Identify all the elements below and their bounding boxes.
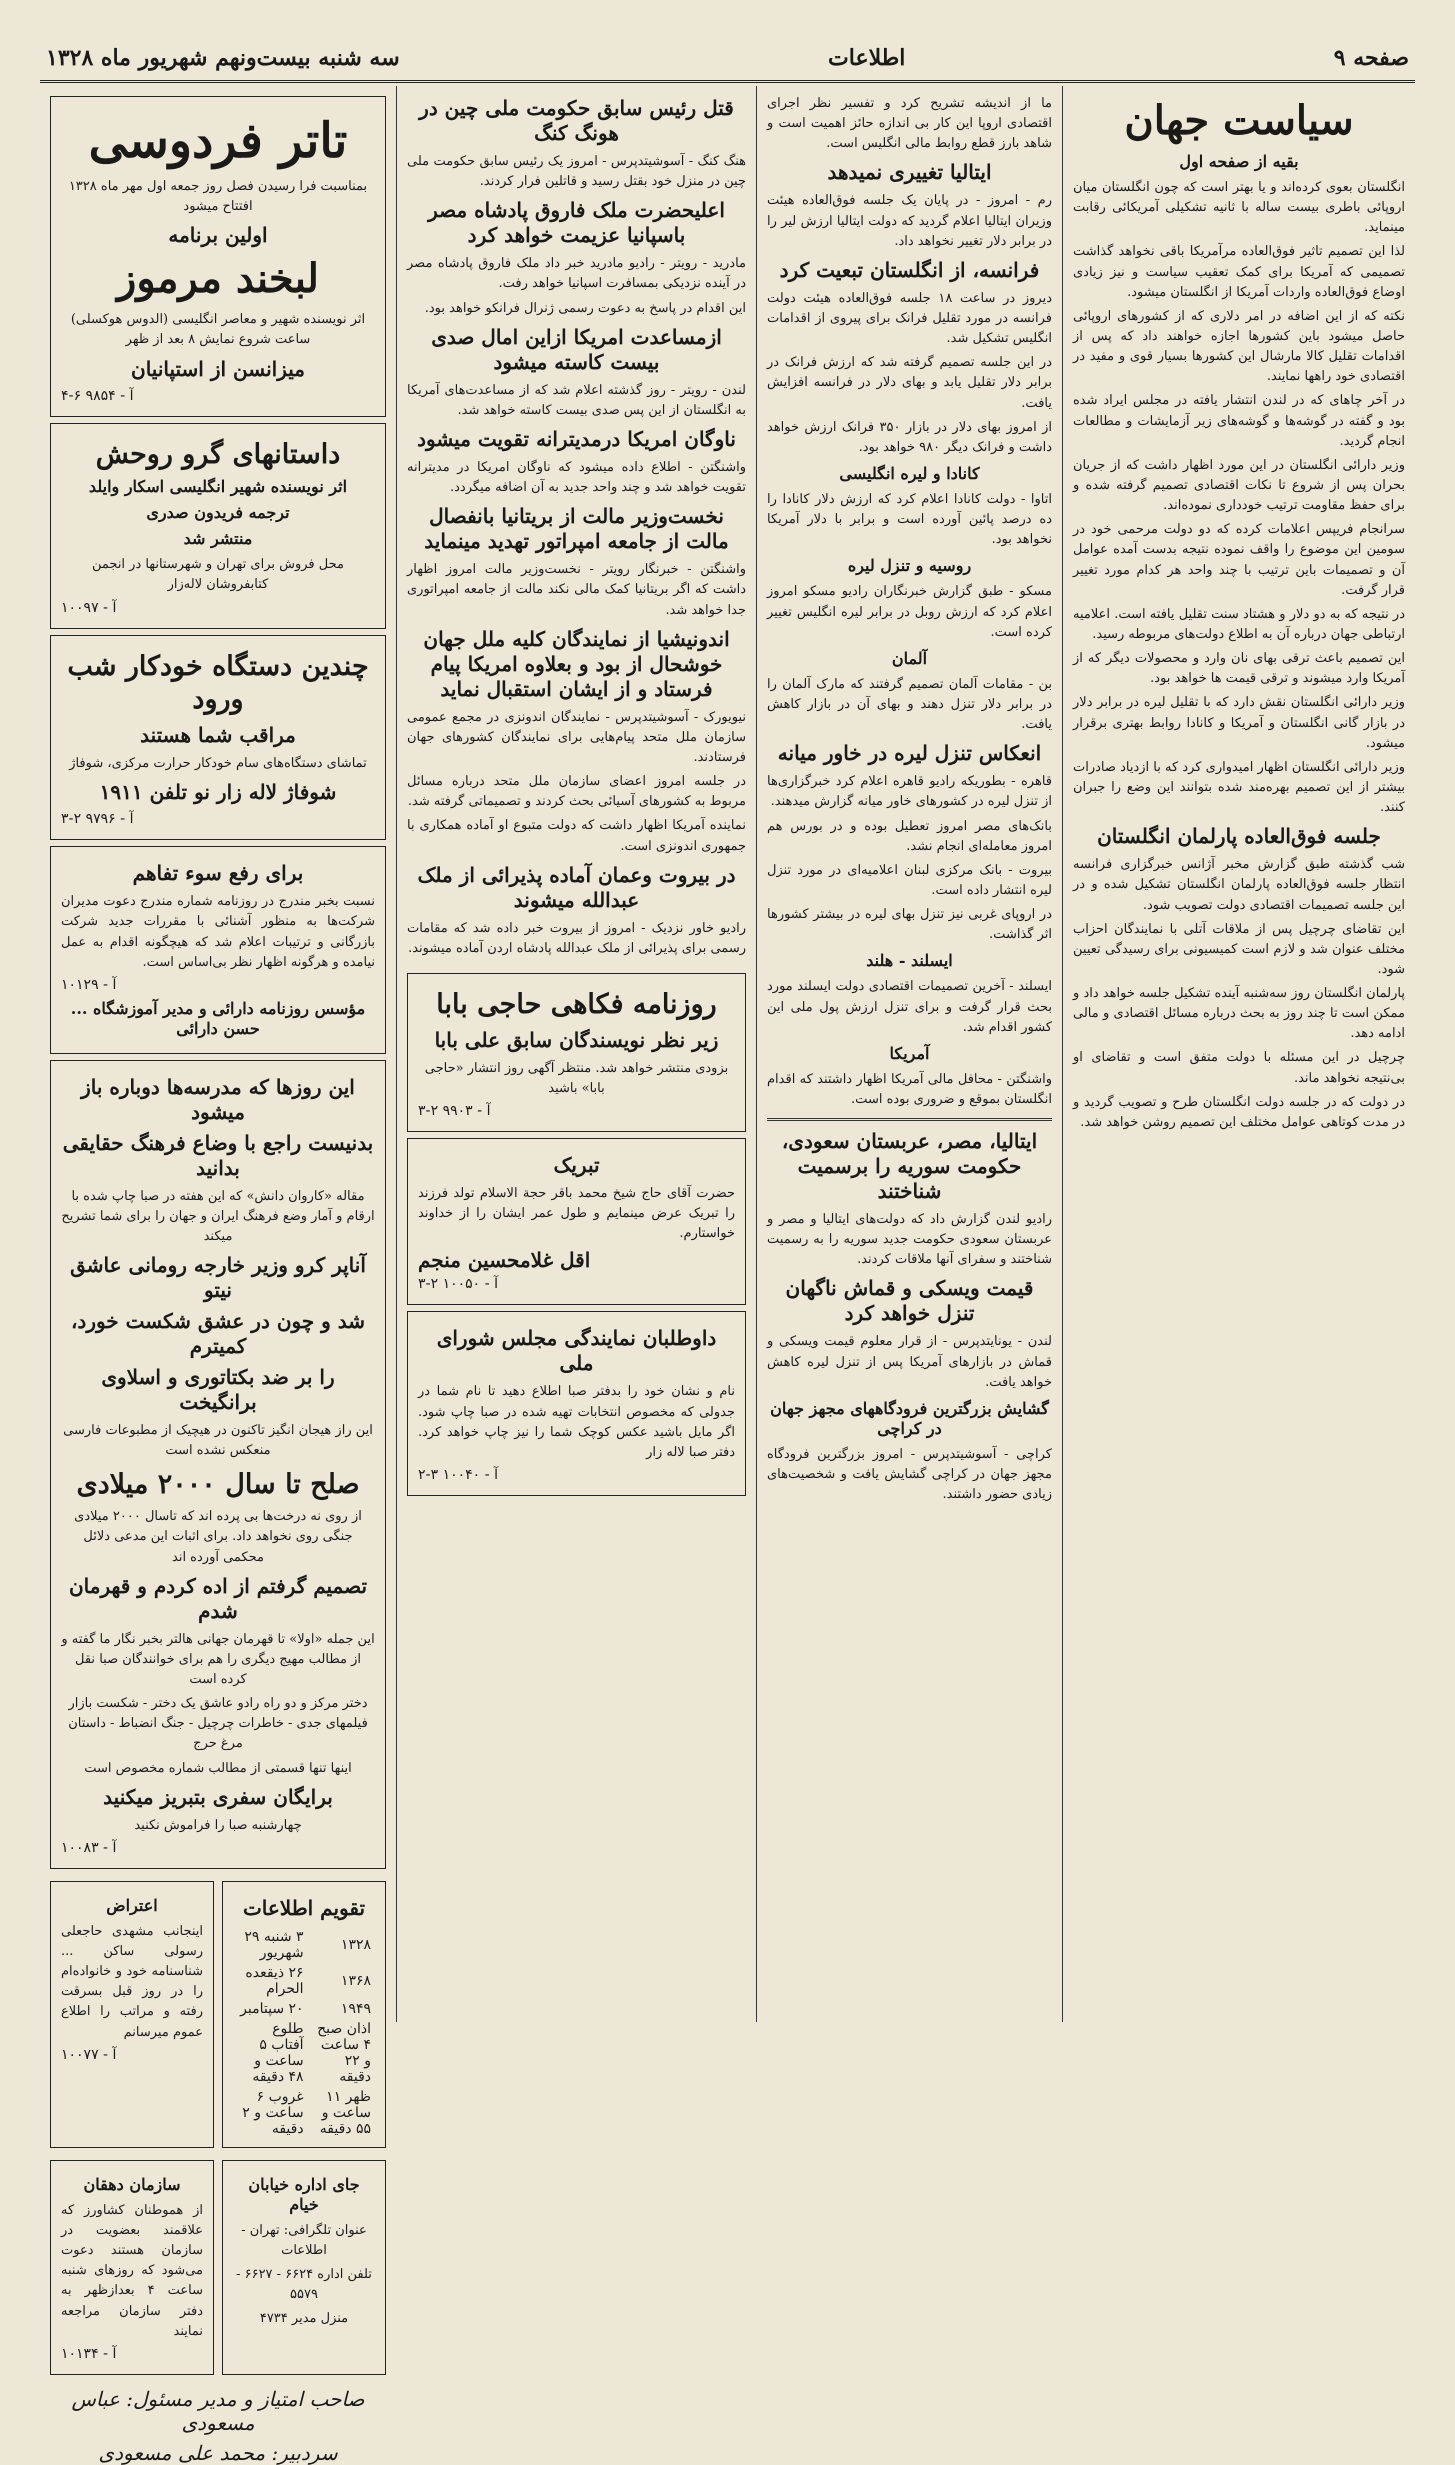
congratulations-notice: [407, 1138, 746, 1305]
calendar-cell: ۱۳۲۸: [340, 1936, 371, 1953]
article-paragraph: بانک‌های مصر امروز تعطیل بوده و در بورس هم امروز معامله‌ای انجام نشد.: [767, 818, 1052, 854]
address-phone: تلفن اداره ۶۶۲۴ - ۶۶۲۷ - ۵۵۷۹: [236, 2267, 372, 2303]
congratulations-signature: اقل غلامحسین منجم: [418, 1248, 591, 1273]
farmers-organization: [50, 2160, 214, 2375]
calendar-row: [233, 2019, 375, 2087]
article-paragraph: واشنگتن - خبرنگار رویتر - نخست‌وزیر مالت امروز اظهار داشت که اگر بریتانیا کمک مالی نکند مالت از جامعه امپراتوری جدا خواهد شد.: [407, 562, 746, 618]
theater-first-program: اولین برنامه: [168, 223, 268, 248]
article-paragraph: رم - امروز - در پایان یک جلسه فوق‌العاده هیئت وزیران ایتالیا اعلام گردید که دولت ایتالیا ارزش لیر را در برابر دلار تغییر نخواهد داد.: [767, 193, 1052, 249]
magazine-text: اینها تنها قسمتی از مطالب شماره مخصوص است: [84, 1760, 352, 1776]
ad-haji-baba-text: بزودی منتشر خواهد شد. منتظر آگهی روز انتشار «حاجی بابا» باشید: [424, 1060, 729, 1096]
headline-iceland: ایسلند - هلند: [866, 951, 953, 971]
magazine-text: این راز هیجان انگیز تاکنون در هیچیک از مطبوعات فارسی منعکس نشده است: [63, 1423, 373, 1459]
column-advertisements: [40, 86, 396, 2465]
theater-play-name: لبخند مرموز: [117, 255, 319, 303]
ad-code: آ - ۹۸۵۴ ۶-۴: [61, 387, 134, 404]
article-paragraph: اتاوا - دولت کانادا اعلام کرد که ارزش دلار کانادا را ده درصد پائین آورده است و برابر با دلار آمریکا نخواهد بود.: [767, 491, 1052, 548]
headline-fleet: ناوگان امریکا درمدیترانه تقویت میشود: [417, 426, 736, 451]
headline-canada: کانادا و لیره انگلیسی: [839, 463, 980, 483]
owner-signature: صاحب امتیاز و مدیر مسئول: عباس مسعودی: [71, 2386, 365, 2435]
article-paragraph: پارلمان انگلستان روز سه‌شنبه آینده تشکیل جلسه خواهد داد و ممکن است تا چند روز به بحث درباره مسائل اقتصادی و مالی ادامه دهد.: [1073, 986, 1405, 1042]
ad-haji-baba: [407, 973, 746, 1132]
article-paragraph: بن - مقامات آلمان تصمیم گرفتند که مارک آلمان را در برابر دلار تنزل دهند و بهای آن در بازار کاهش یافت.: [767, 676, 1052, 733]
headline-syria: ایتالیا، مصر، عربستان سعودی، حکومت سوریه را برسمیت شناختند: [781, 1129, 1038, 1204]
book-published: منتشر شد: [183, 529, 253, 549]
theater-intro: بمناسبت فرا رسیدن فصل روز جمعه اول مهر ماه ۱۳۲۸ افتتاح میشود: [68, 179, 368, 215]
headline-russia: روسیه و تنزل لیره: [847, 556, 972, 576]
article-paragraph: واشنگتن - اطلاع داده میشود که ناوگان امریکا در مدیترانه تقویت خواهد شد و چند واحد جدید به آن اضافه میگردد.: [407, 459, 746, 496]
calendar-table: [233, 1927, 375, 2139]
headline-france: فرانسه، از انگلستان تبعیت کرد: [779, 257, 1040, 282]
article-paragraph: رادیو لندن گزارش داد که دولت‌های ایتالیا و مصر و عربستان سعودی حکومت جدید سوریه را به رسمیت شناختند و سفرای آنها ملاقات کردند.: [767, 1212, 1052, 1268]
device-text: تماشای دستگاه‌های سام خودکار حرارت مرکزی، شوفاژ: [69, 756, 367, 772]
notice-owner: [50, 1881, 214, 2148]
article-paragraph: از امروز بهای دلار در بازار ۳۵۰ فرانک ارزش خواهد داشت و فرانک دیگر ۹۸۰ خواهد بود.: [767, 419, 1053, 455]
article-paragraph: لذا این تصمیم تاثیر فوق‌العاده مرآمریکا باقی نخواهد گذاشت تصمیمی که آمریکا برای کمک تعقیب سیاست و نیز زیادی اوضاع فوق‌العاده واردات آمریکا از انگلستان میشود.: [1073, 244, 1405, 300]
ad-book: [50, 423, 386, 629]
ad-code: آ - ۹۷۹۶ ۲-۳: [61, 811, 134, 828]
mp-candidates-text: نام و نشان خود را بدفتر صبا اطلاع دهید تا نام شما در جدولی که مخصوص انتخابات تهیه شده در صبا چاپ شود. اگر مایل باشید عکس کوچک شما را نیز چاپ خواهد کرد. دفتر صبا لاله زار: [418, 1384, 735, 1460]
article-paragraph: دیروز در ساعت ۱۸ جلسه فوق‌العاده هیئت دولت فرانسه در مورد تقلیل فرانک برای پیروی از اقدامات انگلیس تشکیل شد.: [767, 290, 1052, 347]
calendar-row: [233, 1927, 375, 1963]
calendar-cell: ۲۰ سپتامبر: [240, 2000, 304, 2017]
calendar-title: تقویم اطلاعات: [242, 1895, 366, 1920]
magazine-headline: آناپر کرو وزیر خارجه رومانی عاشق نیتو: [70, 1253, 366, 1303]
article-paragraph: سرانجام فریپس اعلامات کرده که دو دولت مرحمی خود در سومین این موضوع را واقف نموده نتیجه بدست آمده عوامل آن و تصمیمات باین ترتیب با چند واحد هر کدام مورد تغییر قرار گرفت.: [1073, 522, 1405, 598]
ad-haji-baba-subtitle: زیر نظر نویسندگان سابق علی بابا: [434, 1027, 719, 1052]
magazine-text: مقاله «کاروان دانش» که این هفته در صبا چاپ شده با ارقام و آمار وضع فرهنگ ایران و جهان را برای شما تشریح میکند: [61, 1188, 375, 1245]
theater-title: تاتر فردوسی: [88, 113, 348, 169]
congratulations-title: تبریک: [553, 1152, 600, 1177]
calendar-cell: ۳ شنبه ۲۹ شهریور: [244, 1928, 304, 1961]
magazine-headline: را بر ضد بکتاتوری و اسلاوی برانگیخت: [101, 1365, 335, 1415]
theater-director: میزانسن از استپانیان: [131, 356, 305, 381]
owner-title: اعتراض: [106, 1895, 158, 1915]
headline-hong-kong: قتل رئیس سابق حکومت ملی چین در هونگ کنگ: [419, 96, 734, 145]
ad-code: آ - ۱۰۰۷۷: [61, 2046, 117, 2063]
magazine-headline: بدنیست راجع با وضاع فرهنگ حقایقی بدانید: [62, 1130, 374, 1180]
article-paragraph: مسکو - طبق گزارش خبرنگاران رادیو مسکو امروز اعلام کرد که ارزش روبل در برابر لیره انگلیس تغییر کرده است.: [767, 584, 1052, 640]
notice-misunderstanding: [50, 846, 386, 1054]
column-international-news: [396, 86, 756, 2022]
magazine-headline: تصمیم گرفتم از اده کردم و قهرمان شدم: [68, 1573, 368, 1623]
book-sale-location: محل فروش برای تهران و شهرستانها در انجمن کتابفروشان لاله‌زار: [92, 557, 344, 593]
calendar-row: [233, 1963, 375, 1999]
article-paragraph: در آخر چاهای که در لندن انتشار یافته در مجلس ایراد شده بود و گفته در گوشه‌ها و گوشه‌های زیر آزمایشات و مطالعات انجام گردید.: [1073, 393, 1405, 449]
article-paragraph: لندن - یونایتدپرس - از قرار معلوم قیمت ویسکی و قماش در بازارهای آمریکا پس از تنزل لیره کاهش خواهد یافت.: [767, 1334, 1052, 1390]
notice-signature: مؤسس روزنامه دارائی و مدیر آموزشگاه ... حسن دارائی: [70, 998, 366, 1038]
address-text: عنوان تلگرافی: تهران - اطلاعات: [241, 2222, 367, 2258]
ad-code: آ - ۹۹۰۳ ۲-۳: [418, 1102, 491, 1119]
magazine-headline: برایگان سفری بتبریز میکنید: [103, 1784, 333, 1809]
article-paragraph: هنگ کنگ - آسوشیتدپرس - امروز یک رئیس سابق حکومت ملی چین در منزل خود بقتل رسید و قاتلین فرار کردند.: [407, 154, 746, 190]
article-paragraph: کراچی - آسوشیتدپرس - امروز بزرگترین فرودگاه مجهز جهان در کراچی گشایش یافت و شخصیت‌های زیادی حضور داشتند.: [767, 1446, 1052, 1503]
calendar-cell: ۱۳۶۸: [340, 1972, 371, 1989]
article-paragraph: نماینده آمریکا اظهار داشت که دولت متبوع او آماده همکاری با جمهوری اندونزی است.: [407, 818, 746, 854]
editor-signature: سردبیر: محمد علی مسعودی: [98, 2440, 338, 2465]
ad-heating-device: [50, 635, 386, 841]
ad-ferdowsi-theater: [50, 96, 386, 417]
magazine-headline: صلح تا سال ۲۰۰۰ میلادی: [76, 1468, 360, 1500]
notice-title: برای رفع سوء تفاهم: [132, 861, 304, 886]
magazine-text: چهارشنبه صبا را فراموش نکنید: [134, 1817, 302, 1833]
article-paragraph: در جلسه امروز اعضای سازمان ملل متحد درباره مسائل مربوط به کشورهای آسیائی بحث کردند و تصمیماتی گرفته شد.: [407, 774, 746, 810]
device-title: چندین دستگاه خودکار شب ورود: [67, 650, 369, 716]
calendar-cell: ۱۹۴۹: [340, 2000, 371, 2017]
article-paragraph: انگلستان بعوی کرده‌اند و یا بهتر است که چون انگلستان میان اروپائی باطری بیست ساله با ثانیه تشکیلی آمریکائی رقابت مینماید.: [1073, 180, 1405, 236]
newspaper-name: اطلاعات: [828, 45, 906, 71]
notice-text: نسبت بخبر مندرج در روزنامه شماره مندرج دعوت مدیران شرکت‌ها به منظور آشنائی با مقررات جدید شرکت بازرگانی و ترتیبات اعلام شد که هیچگونه اقدام به عمل نیامده و هرگونه اظهار نظر بی‌اساس است.: [61, 894, 375, 970]
ad-code: آ - ۱۰۰۴۰ ۳-۲: [418, 1466, 499, 1483]
publisher-address: [222, 2160, 386, 2375]
calendar-row: [233, 2087, 375, 2139]
article-paragraph: رادیو خاور نزدیک - امروز از بیروت خبر داده شد که مقامات رسمی برای پذیرائی از ملک عبدالله پادشاه اردن آماده میشوند.: [407, 920, 746, 956]
magazine-text: این جمله «اولا» تا قهرمان جهانی هالتر بخبر نگار ما گفته و از مطالب مهیج دیگری را هم برای خوانندگان صبا نقل کرده است: [61, 1631, 375, 1687]
headline-germany: آلمان: [891, 648, 928, 668]
column-world-politics: [1062, 86, 1415, 2022]
ad-saba-magazine: [50, 1060, 386, 1869]
magazine-text: دختر مرکز و دو راه رادو عاشق یک دختر - شکست بازار فیلمهای جدی - خاطرات چرچیل - جنگ انضباط - داستان مرغ حرج: [68, 1696, 368, 1752]
article-paragraph: مادرید - رویتر - رادیو مادرید خبر داد ملک فاروق پادشاه مصر در آینده نزدیکی بمسافرت اسپانیا خواهد رفت.: [407, 256, 746, 292]
book-author: اثر نویسنده شهیر انگلیسی اسکار وایلد: [88, 477, 348, 497]
column-currency-news: [756, 86, 1062, 2022]
headline-italy: ایتالیا تغییری نمیدهد: [827, 160, 992, 185]
magazine-text: از روی نه درخت‌ها بی پرده اند که تاسال ۲۰۰۰ میلادی جنگی روی نخواهد داد. برای اثبات این مدعی دلائل محکمی آورده اند: [74, 1509, 362, 1565]
ad-code: آ - ۱۰۰۸۳: [61, 1839, 117, 1856]
article-paragraph: نکته که از این اضافه در امر دلاری که از کشورهای اروپائی حاصل میشود باین کشورها اجازه خواهند داد که پس از اقدامات تقلیل کالا مارشال این کشورها بسیار قوی و مفید در اقتصادی خود راهها نمایند.: [1073, 308, 1405, 385]
article-paragraph: چرچیل در این مسئله با دولت متفق است و تقاضای او بی‌نتیجه نخواهد ماند.: [1073, 1050, 1405, 1086]
calendar-cell: ۲۶ ذیقعده الحرام: [245, 1964, 304, 1997]
article-paragraph: وزیر دارائی انگلستان در این مورد اظهار داشت که از جریان بحران پس از شروع تا نکات اقتصادی تصمیم گرفته شده و برای حفظ مقاومت ترتیب خودداری نموده‌اند.: [1073, 457, 1405, 514]
article-paragraph: این تقاضای چرچیل پس از ملاقات آتلی با نمایندگان احزاب مختلف عنوان شد و لازم است کمیسیونی برای رسیدگی تعیین شود.: [1073, 921, 1405, 977]
headline-malta: نخست‌وزیر مالت از بریتانیا بانفصال مالت از جامعه امپراتور تهدید مینماید: [424, 504, 729, 554]
article-paragraph: در دولت که در جلسه دولت انگلستان طرح و تصویب گردید و در مدت کوتاهی عوامل مختلف این تصمیم روشن خواهد شد.: [1073, 1094, 1405, 1130]
device-subtitle: مراقب شما هستند: [140, 723, 296, 748]
calendar-cell: طلوع آفتاب ۵ ساعت و ۴۸ دقیقه: [252, 2020, 304, 2085]
article-paragraph: در اروپای غربی نیز تنزل بهای لیره در بیشتر کشورها اثر گذاشت.: [767, 907, 1052, 943]
magazine-headline: شد و چون در عشق شکست خورد، کمیترم: [70, 1309, 366, 1359]
book-translator: ترجمه فریدون صدری: [146, 503, 290, 523]
section-title-world-politics: سیاست جهان: [1124, 97, 1354, 144]
article-paragraph: ما از اندیشه تشریح کرد و تفسیر نظر اجرای اقتصادی اروپا این کار بی اندازه حائز اهمیت است و شاهد بارز قطع روابط مالی انگلیس است.: [767, 96, 1052, 152]
page-number: صفحه ۹: [1333, 45, 1409, 71]
issue-date: سه شنبه بیست‌ونهم شهریور ماه ۱۳۲۸: [46, 45, 400, 71]
device-shop: شوفاژ لاله زار نو تلفن ۱۹۱۱: [99, 780, 337, 805]
masthead: [40, 36, 1415, 83]
headline-indonesia: اندونیشیا از نمایندگان کلیه ملل جهان خوشحال از بود و بعلاوه امریکا پیام فرستاد و از ایشان استقبال نماید: [423, 626, 730, 701]
calendar-cell: ظهر ۱۱ ساعت و ۵۵ دقیقه: [319, 2088, 371, 2137]
article-paragraph: وزیر دارائی انگلستان نقش دارد که با تقلیل لیره در برابر دلار در بازار گانی انگلستان و آمریکا و کانادا روابط بهتری برقرار میشود.: [1073, 695, 1405, 751]
ad-code: آ - ۱۰۱۳۴: [61, 2345, 117, 2362]
headline-parliament: جلسه فوق‌العاده پارلمان انگلستان: [1097, 824, 1381, 849]
headline-america: آمریکا: [889, 1043, 930, 1063]
mp-candidates-title: داوطلبان نمایندگی مجلس شورای ملی: [436, 1326, 717, 1376]
congratulations-text: حضرت آقای حاج شیخ محمد باقر حجة الاسلام تولد فرزند را تبریک عرض مینمایم و طول عمر ایشان را از خداوند خواستارم.: [418, 1185, 735, 1242]
magazine-headline: این روزها که مدرسه‌ها دوباره باز میشود: [81, 1074, 355, 1124]
ad-code: آ - ۱۰۰۵۰ ۲-۳: [418, 1276, 499, 1293]
article-paragraph: بیروت - بانک مرکزی لبنان اعلامیه‌ای در مورد تنزل لیره انتشار داده است.: [767, 862, 1052, 898]
article-paragraph: در این جلسه تصمیم گرفته شد که ارزش فرانک در برابر دلار تقلیل یابد و بهای دلار در فرانسه افزایش یافت.: [767, 355, 1052, 411]
bottom-boxes: [50, 1875, 386, 2154]
book-title: داستانهای گرو روحش: [95, 438, 341, 470]
headline-farouk: اعلیحضرت ملک فاروق پادشاه مصر باسپانیا عزیمت خواهد کرد: [428, 198, 725, 248]
article-paragraph: این اقدام در پاسخ به دعوت رسمی ژنرال فرانکو خواهد بود.: [424, 300, 746, 316]
article-paragraph: ایسلند - آخرین تصمیمات اقتصادی دولت ایسلند مورد بحث قرار گرفت و برای تنزل ارزش پول ملی این کشور اقدام شد.: [767, 979, 1052, 1035]
ad-haji-baba-title: روزنامه فکاهی حاجی بابا: [436, 988, 717, 1020]
headline-us-aid: ازمساعدت امریکا ازاین امال صدی بیست کاسته میشود: [431, 324, 722, 374]
headline-whisky: قیمت ویسکی و قماش ناگهان تنزل خواهد کرد: [785, 1276, 1034, 1326]
headline-karachi: گشایش بزرگترین فرودگاههای مجهز جهان در کراچی: [770, 1398, 1049, 1438]
article-paragraph: این تصمیم باعث ترقی بهای نان وارد و محصولات دیگر که از آمریکا وارد میشوند و ترقی قیمت ها خواهد بود.: [1073, 651, 1405, 687]
columns: [40, 86, 1415, 2465]
article-paragraph: شب گذشته طبق گزارش مخبر آژانس خبرگزاری فرانسه انتظار جلسه فوق‌العاده پارلمان انگلستان تشکیل شده و در این جلسه تصمیمات اقتصادی دولت تصویب شود.: [1073, 857, 1405, 913]
article-paragraph: وزیر دارائی انگلستان اظهار امیدواری کرد که با ازدیاد صادرات بیشتر از این تصمیم بهره‌مند شده بتوانند این وضع را جبران کنند.: [1073, 759, 1405, 816]
mp-candidates-notice: [407, 1311, 746, 1496]
article-paragraph: نیویورک - آسوشیتدپرس - نمایندگان اندونزی در مجمع عمومی سازمان ملل متحد پیام‌هایی برای نمایندگان کشورهای جهان فرستادند.: [407, 709, 746, 765]
article-paragraph: قاهره - بطوریکه رادیو قاهره اعلام کرد خبرگزاری‌ها از تنزل لیره در کشورهای خاور میانه گزارش میدهند.: [767, 774, 1052, 810]
divider: [767, 1118, 1052, 1121]
calendar-cell: غروب ۶ ساعت و ۲ دقیقه: [242, 2088, 304, 2137]
article-paragraph: در نتیجه که به دو دلار و هشتاد سنت تقلیل یافته است. اعلامیه ارتباطی جهان درباره آن به اطلاع دولت‌های مربوطه رسید.: [1073, 606, 1405, 642]
org-text: از هموطنان کشاورز که علاقمند بعضویت در سازمان هستند دعوت می‌شود که روزهای شنبه ساعت ۴ بعدازظهر به دفتر سازمان مراجعه نمایند: [61, 2202, 203, 2339]
continued-note: بقیه از صفحه اول: [1179, 152, 1299, 171]
ad-code: آ - ۱۰۱۲۹: [61, 976, 117, 993]
article-paragraph: واشنگتن - محافل مالی آمریکا اظهار داشتند که اقدام انگلستان بموقع و ضروری بوده است.: [767, 1071, 1052, 1107]
calendar-cell: اذان صبح ۴ ساعت و ۲۲ دقیقه: [317, 2020, 371, 2085]
owner-text: اینجانب مشهدی حاجعلی رسولی ساکن ... شناسنامه خود و خانواده‌ام را در روز قبل بسرقت رفته و مراتب را اطلاع عموم میرسانم: [61, 1923, 203, 2040]
ad-code: آ - ۱۰۰۹۷: [61, 599, 117, 616]
headline-beirut: در بیروت وعمان آماده پذیرائی از ملک عبدالله میشوند: [417, 862, 736, 912]
org-title: سازمان دهقان: [83, 2174, 181, 2194]
address-title: جای اداره خیابان خیام: [248, 2174, 360, 2214]
editor-phone: منزل مدیر ۴۷۳۴: [259, 2311, 349, 2327]
ettelaat-calendar: [222, 1881, 386, 2148]
headline-middle-east: انعکاس تنزل لیره در خاور میانه: [777, 741, 1042, 766]
calendar-row: [233, 1999, 375, 2019]
footer-boxes: [50, 2154, 386, 2381]
theater-detail: اثر نویسنده شهیر و معاصر انگلیسی (الدوس هوکسلی) ساعت شروع نمایش ۸ بعد از ظهر: [70, 312, 366, 348]
article-paragraph: لندن - رویتر - روز گذشته اعلام شد که از مساعدت‌های آمریکا به انگلستان از این پس صدی بیست کاسته خواهد شد.: [407, 382, 746, 418]
